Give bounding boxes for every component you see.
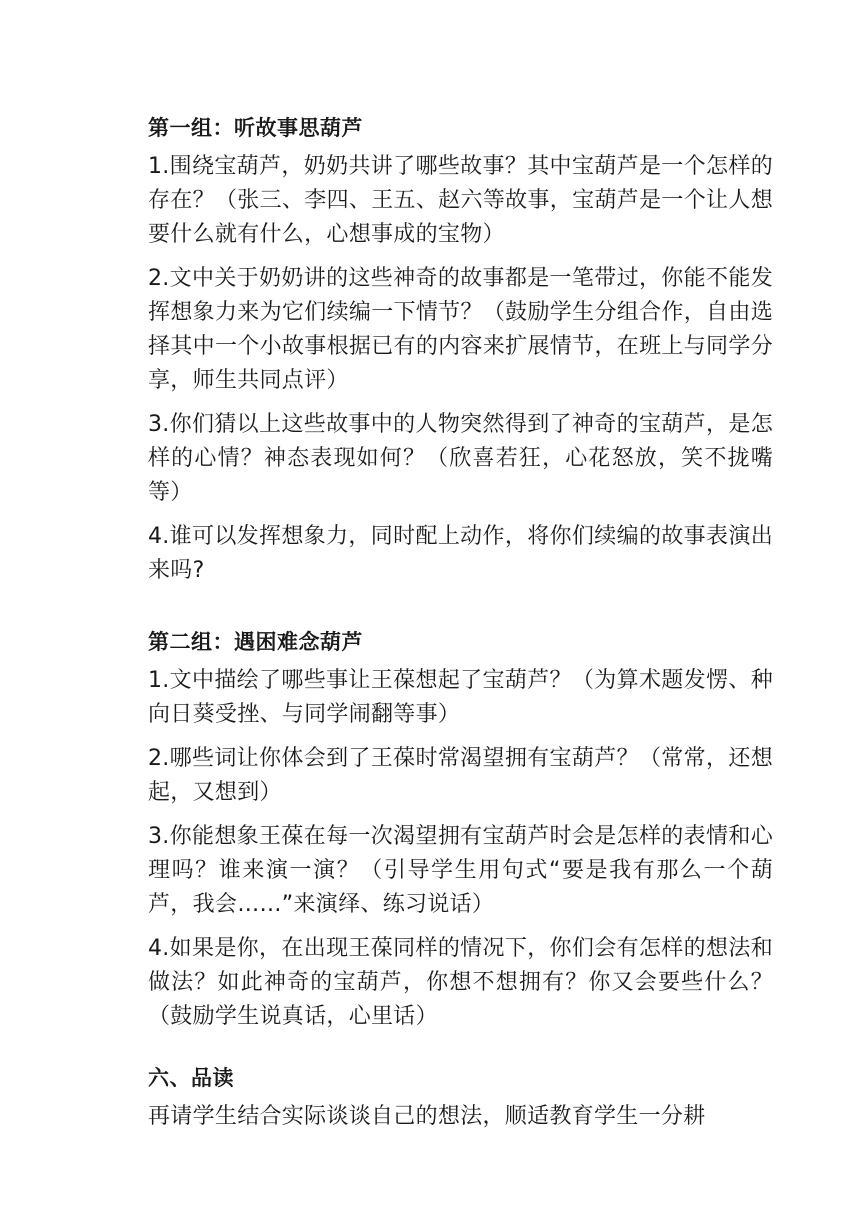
group2-question-3: 3.你能想象王葆在每一次渴望拥有宝葫芦时会是怎样的表情和心理吗？谁来演一演？（引导学生用句式“要是我有那么一个葫芦，我会……”来演绎、练习说话） [148,824,773,917]
document-page [148,112,773,1144]
group1-question-4: 4.谁可以发挥想象力，同时配上动作，将你们续编的故事表演出来吗? [148,524,773,583]
group2-heading: 第二组：遇困难念葫芦 [148,630,363,654]
section-spacer [148,598,773,626]
group1-question-3: 3.你们猜以上这些故事中的人物突然得到了神奇的宝葫芦，是怎样的心情？神态表现如何？（欣喜若狂，心花怒放，笑不拢嘴等） [148,412,773,505]
group2-question-4: 4.如果是你，在出现王葆同样的情况下，你们会有怎样的想法和做法？如此神奇的宝葫芦，你想不想拥有？你又会要些什么？（鼓励学生说真话，心里话） [148,936,773,1029]
section6-text: 再请学生结合实际谈谈自己的想法，顺适教育学生一分耕 [148,1104,706,1129]
section6-heading: 六、品读 [148,1066,234,1090]
section-spacer [148,1044,773,1062]
group1-question-1: 1.围绕宝葫芦，奶奶共讲了哪些故事？其中宝葫芦是一个怎样的存在？（张三、李四、王五、赵六等故事，宝葫芦是一个让人想要什么就有什么，心想事成的宝物） [148,154,773,247]
group1-heading: 第一组：听故事思葫芦 [148,116,363,140]
group2-question-1: 1.文中描绘了哪些事让王葆想起了宝葫芦？（为算术题发愣、种向日葵受挫、与同学闹翻等事） [148,668,773,727]
group1-question-2: 2.文中关于奶奶讲的这些神奇的故事都是一笔带过，你能不能发挥想象力来为它们续编一下情节？（鼓励学生分组合作，自由选择其中一个小故事根据已有的内容来扩展情节，在班上与同学分享，师生共同点评） [148,266,773,393]
group2-question-2: 2.哪些词让你体会到了王葆时常渴望拥有宝葫芦？（常常，还想起，又想到） [148,746,773,805]
